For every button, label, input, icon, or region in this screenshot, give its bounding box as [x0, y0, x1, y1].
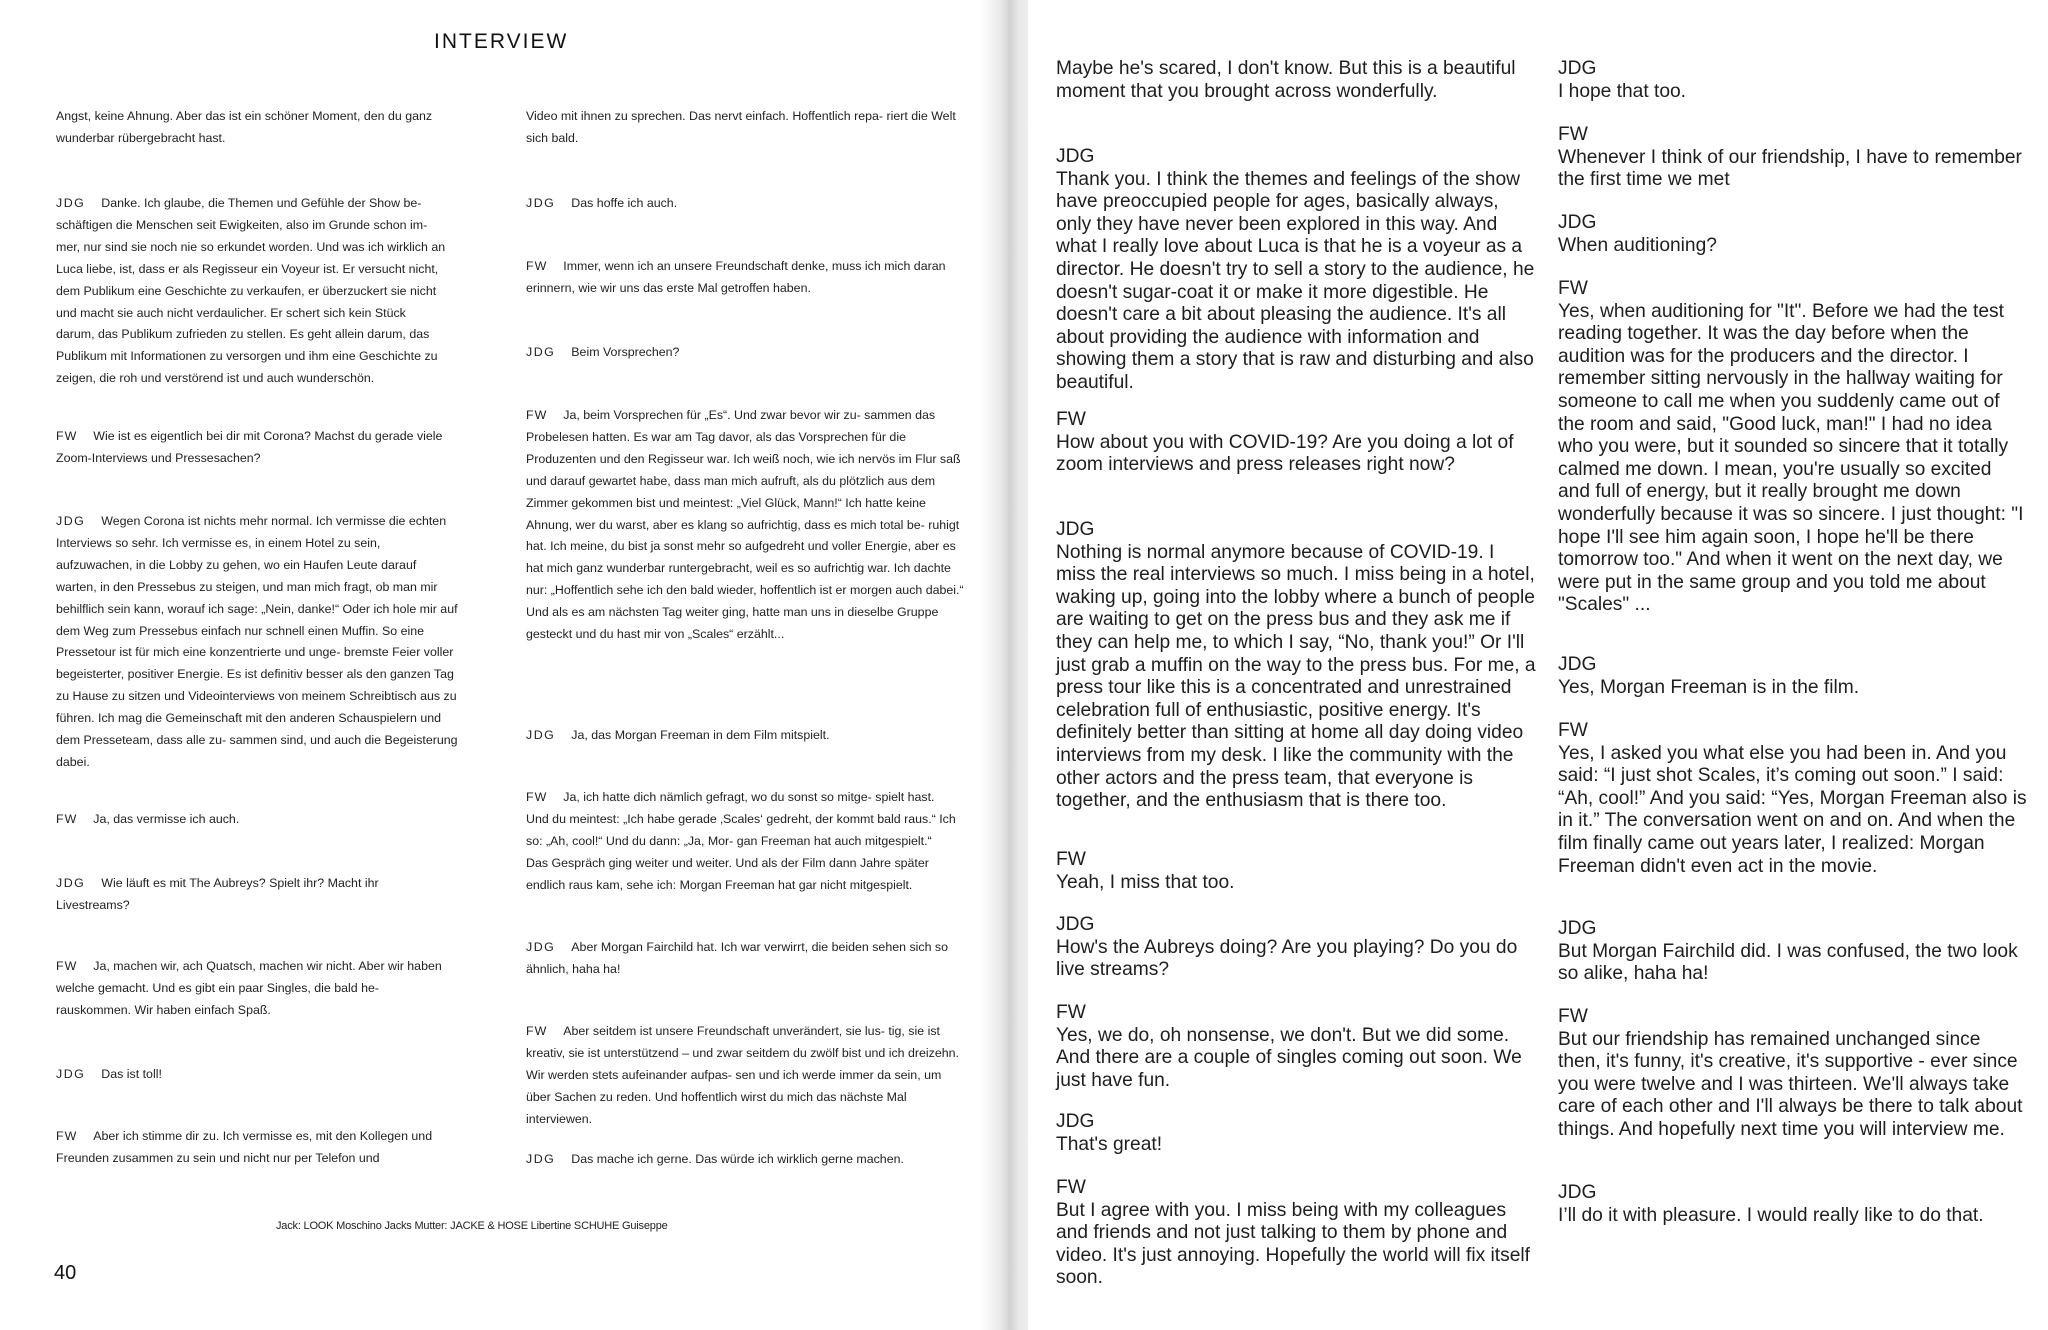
speaker-label: JDG: [1056, 146, 1095, 167]
block-text: Yeah, I miss that too.: [1056, 871, 1235, 893]
speaker-label: FW: [56, 959, 78, 973]
speaker-label: FW: [1056, 1002, 1086, 1023]
block-text: But our friendship has remained unchanged since then, it's funny, it's creative, it's supportive - ever since you were twelve and I was thirteen. We'll always take care of each other and I'll always be there to talk about things. And hopefully next time you will interview me.: [1558, 1028, 2023, 1140]
fashion-credit: Jack: LOOK Moschino Jacks Mutter: JACKE & HOSE Libertine SCHUHE Guiseppe: [276, 1220, 668, 1232]
block-text: How's the Aubreys doing? Are you playing? Do you do live streams?: [1056, 936, 1518, 981]
speaker-label: FW: [56, 1129, 78, 1143]
text-block: [1056, 1002, 1536, 1092]
speaker-label: JDG: [56, 1067, 86, 1081]
speaker-label: JDG: [526, 728, 556, 742]
block-text: That's great!: [1056, 1133, 1163, 1155]
text-block: [1558, 1182, 2028, 1227]
text-block: [1056, 519, 1536, 813]
block-text: Aber seitdem ist unsere Freundschaft unverändert, sie lus- tig, sie ist kreativ, sie ist unterstützend – und zwar seitdem du zwölf bist und ich dreizehn. Wir werden stets aufeinander aufpas- sen und ich werde immer da sein, um über Sachen zu reden. Und hoffentlich wirst du mich das nächste Mal interviewen.: [526, 1024, 959, 1126]
speaker-label: JDG: [526, 1152, 556, 1166]
block-text: Yes, Morgan Freeman is in the film.: [1558, 676, 1860, 698]
speaker-label: JDG: [56, 514, 86, 528]
block-text: Angst, keine Ahnung. Aber das ist ein schöner Moment, den du ganz wunderbar rübergebracht hast.: [56, 109, 433, 145]
text-block: [526, 787, 956, 897]
text-block: [526, 342, 956, 364]
speaker-label: FW: [1056, 1177, 1086, 1198]
speaker-label: JDG: [526, 345, 556, 359]
text-block: [526, 405, 966, 646]
speaker-label: JDG: [1056, 1111, 1095, 1132]
text-block: [526, 1149, 966, 1171]
speaker-label: FW: [56, 812, 78, 826]
block-text: Ja, ich hatte dich nämlich gefragt, wo du sonst so mitge- spielt hast. Und du meintest: „Ich habe gerade ‚Scales‘ gedreht, der kommt bald raus.“ Ich so: „Ah, cool!“ Und du dann: „Ja, Mor- gan Freeman hat auch mitgespielt.“ Das Gespräch ging weiter und weiter. Und als der Film dann Jahre später endlich raus kam, sehe ich: Morgan Freeman hat gar nicht mitgespielt.: [526, 790, 956, 892]
text-block: [1558, 918, 2028, 986]
text-block: [1056, 58, 1536, 103]
block-text: Wie läuft es mit The Aubreys? Spielt ihr? Macht ihr Livestreams?: [56, 876, 379, 912]
text-block: [56, 1064, 446, 1086]
block-text: Das ist toll!: [101, 1067, 162, 1081]
block-text: Yes, we do, oh nonsense, we don't. But we did some. And there are a couple of singles coming out soon. We just have fun.: [1056, 1024, 1522, 1091]
block-text: Thank you. I think the themes and feelings of the show have preoccupied people for ages, basically always, only they have never been explored in this way. And what I really love about Luca is that he is a voyeur as a director. He doesn't try to sell a story to the audience, he doesn't sugar-coat it or make it more digestible. He doesn't care a bit about pleasing the audience. It's all about providing the audience with information and showing them a story that is raw and disturbing and also beautiful.: [1056, 168, 1535, 393]
block-text: Ja, das vermisse ich auch.: [93, 812, 240, 826]
text-block: [1056, 1177, 1536, 1290]
block-text: Das mache ich gerne. Das würde ich wirklich gerne machen.: [571, 1152, 904, 1166]
text-block: [56, 1126, 456, 1170]
block-text: Aber Morgan Fairchild hat. Ich war verwirrt, die beiden sehen sich so ähnlich, haha ha!: [526, 940, 949, 976]
speaker-label: FW: [1558, 278, 1588, 299]
block-text: Yes, when auditioning for "It". Before we had the test reading together. It was the day before when the audition was for the producers and the director. I remember sitting nervously in the hallway waiting for someone to call me when you suddenly came out of the room and said, "Good luck, man!" I had no idea who you were, but it sounded so sincere that it totally calmed me down. I mean, you're usually so excited and full of energy, but it really brought me down wonderfully because it was so sincere. I just thought: "I hope I'll see him again soon, I hope he'll be there tomorrow too." And when it went on the next day, we were put in the same group and you told me about "Scales" ...: [1558, 300, 2024, 616]
block-text: Aber ich stimme dir zu. Ich vermisse es, mit den Kollegen und Freunden zusammen zu sein und nicht nur per Telefon und: [56, 1129, 433, 1165]
block-text: Yes, I asked you what else you had been in. And you said: “I just shot Scales, it’s coming out soon.” I said: “Ah, cool!” And you said: “Yes, Morgan Freeman also is in it.” The conversation went on and on. And when the film finally came out years later, I realized: Morgan Freeman didn't even act in the movie.: [1558, 742, 2027, 877]
speaker-label: JDG: [1558, 654, 1597, 675]
block-text: Ja, machen wir, ach Quatsch, machen wir nicht. Aber wir haben welche gemacht. Und es gibt ein paar Singles, die bald he- rauskommen. Wir haben einfach Spaß.: [56, 959, 442, 1017]
block-text: Video mit ihnen zu sprechen. Das nervt einfach. Hoffentlich repa- riert die Welt sich bald.: [526, 109, 956, 145]
text-block: [1558, 124, 2028, 192]
speaker-label: JDG: [1558, 58, 1597, 79]
speaker-label: FW: [1558, 1006, 1588, 1027]
text-block: [1558, 1006, 2028, 1142]
block-text: Whenever I think of our friendship, I have to remember the first time we met: [1558, 146, 2022, 191]
text-block: [526, 193, 956, 215]
speaker-label: FW: [526, 1024, 548, 1038]
page-number: 40: [54, 1262, 77, 1284]
text-block: [1558, 720, 2028, 878]
block-text: Ja, beim Vorsprechen für „Es“. Und zwar bevor wir zu- sammen das Probelesen hatten. Es war am Tag davor, als das Vorsprechen für die Produzenten und den Regisseur war. Ich weiß noch, wie ich nervös im Flur saß und darauf gewartet habe, dass man mich aufruft, als du plötzlich aus dem Zimmer gekommen bist und meintest: „Viel Glück, Mann!“ Ich hatte keine Ahnung, wer du warst, aber es klang so aufrichtig, dass es mich total be- ruhigt hat. Ich meine, du bist ja sonst mehr so aufgedreht und voller Energie, aber es hat mich ganz wunderbar runtergebracht, weil es so aufrichtig war. Ich dachte nur: „Hoffentlich sehe ich den bald wieder, hoffentlich ist er morgen auch dabei.“ Und als es am nächsten Tag weiter ging, hatte man uns in dieselbe Gruppe gesteckt und du hast mir von „Scales“ erzählt...: [526, 408, 964, 642]
speaker-label: JDG: [526, 940, 556, 954]
block-text: Danke. Ich glaube, die Themen und Gefühle der Show be- schäftigen die Menschen seit Ewigkeiten, also im Grunde schon im- mer, nur sind sie noch nie so erkundet worden. Und was ich wirklich an Luca liebe, ist, dass er als Regisseur ein Voyeur ist. Er versucht nicht, dem Publikum eine Geschichte zu verkaufen, er überzuckert sie nicht und macht sie auch nicht verdaulicher. Er schert sich kein Stück darum, das Publikum zufrieden zu stellen. Es geht allein darum, das Publikum mit Informationen zu versorgen und ihm eine Geschichte zu zeigen, die roh und verstörend ist und auch wunderschön.: [56, 196, 446, 386]
speaker-label: FW: [1056, 409, 1086, 430]
block-text: I’ll do it with pleasure. I would really like to do that.: [1558, 1204, 1984, 1226]
speaker-label: JDG: [1056, 519, 1095, 540]
text-block: [1558, 654, 2028, 699]
speaker-label: JDG: [1056, 914, 1095, 935]
text-block: [1056, 849, 1536, 894]
speaker-label: FW: [56, 429, 78, 443]
text-block: [56, 106, 446, 150]
text-block: [526, 725, 956, 747]
block-text: Das hoffe ich auch.: [571, 196, 678, 210]
block-text: But Morgan Fairchild did. I was confused, the two look so alike, haha ha!: [1558, 940, 2018, 985]
speaker-label: FW: [526, 408, 548, 422]
text-block: [56, 426, 446, 470]
block-text: Maybe he's scared, I don't know. But this is a beautiful moment that you brought across wonderfully.: [1056, 58, 1516, 102]
text-block: [1558, 58, 2028, 103]
text-block: [56, 809, 446, 831]
block-text: But I agree with you. I miss being with my colleagues and friends and not just talking to them by phone and video. It's just annoying. Hopefully the world will fix itself soon.: [1056, 1199, 1530, 1289]
speaker-label: JDG: [56, 876, 86, 890]
block-text: Wegen Corona ist nichts mehr normal. Ich vermisse die echten Interviews so sehr. Ich vermisse es, in einem Hotel zu sein, aufzuwachen, in die Lobby zu gehen, wo ein Haufen Leute darauf warten, in den Pressebus zu steigen, und man mich fragt, ob man mir behilflich sein kann, worauf ich sage: „Nein, danke!“ Oder ich hole mir auf dem Weg zum Pressebus einfach nur schnell einen Muffin. So eine Pressetour ist für mich eine konzentrierte und unge- bremste Feier voller begeisterter, positiver Energie. Es ist definitiv besser als den ganzen Tag zu Hause zu sitzen und Videointerviews von meinem Schreibtisch aus zu führen. Ich mag die Gemeinschaft mit den anderen Schauspielern und dem Presseteam, dass alle zu- sammen sind, und auch die Begeisterung dabei.: [56, 514, 458, 769]
text-block: [1558, 212, 2028, 257]
text-block: [526, 937, 956, 981]
speaker-label: JDG: [56, 196, 86, 210]
speaker-label: FW: [526, 259, 548, 273]
speaker-label: JDG: [1558, 1182, 1597, 1203]
block-text: Nothing is normal anymore because of COVID-19. I miss the real interviews so much. I miss being in a hotel, waking up, going into the lobby where a bunch of people are waiting to get on the press bus and they ask me if they can help me, to which I say, “No, thank you!” Or I'll just grab a muffin on the way to the press bus. For me, a press tour like this is a concentrated and unrestrained celebration full of enthusiastic, positive energy. It's definitely better than sitting at home all day doing video interviews from my desk. I like the community with the other actors and the press team, that everyone is together, and the enthusiasm that is there too.: [1056, 541, 1536, 812]
left-page: [0, 0, 1008, 1330]
text-block: [56, 956, 446, 1022]
speaker-label: JDG: [526, 196, 556, 210]
text-block: [526, 1021, 966, 1131]
block-text: Wie ist es eigentlich bei dir mit Corona? Machst du gerade viele Zoom-Interviews und Pressesachen?: [56, 429, 443, 465]
block-text: When auditioning?: [1558, 234, 1717, 256]
speaker-label: FW: [526, 790, 548, 804]
section-header: INTERVIEW: [434, 30, 569, 53]
text-block: [56, 511, 458, 774]
text-block: [526, 106, 966, 150]
speaker-label: FW: [1558, 720, 1588, 741]
text-block: [1558, 278, 2028, 617]
text-block: [1056, 1111, 1536, 1156]
text-block: [56, 193, 446, 390]
text-block: [56, 873, 446, 917]
text-block: [526, 256, 966, 300]
text-block: [1056, 409, 1536, 477]
speaker-label: JDG: [1558, 212, 1597, 233]
text-block: [1056, 914, 1536, 982]
block-text: I hope that too.: [1558, 80, 1687, 102]
speaker-label: JDG: [1558, 918, 1597, 939]
speaker-label: FW: [1558, 124, 1588, 145]
block-text: Immer, wenn ich an unsere Freundschaft denke, muss ich mich daran erinnern, wie wir uns das erste Mal getroffen haben.: [526, 259, 946, 295]
block-text: Beim Vorsprechen?: [571, 345, 680, 359]
speaker-label: FW: [1056, 849, 1086, 870]
text-block: [1056, 146, 1536, 395]
block-text: How about you with COVID-19? Are you doing a lot of zoom interviews and press releases right now?: [1056, 431, 1514, 476]
right-page: [1028, 0, 2048, 1330]
block-text: Ja, das Morgan Freeman in dem Film mitspielt.: [571, 728, 830, 742]
